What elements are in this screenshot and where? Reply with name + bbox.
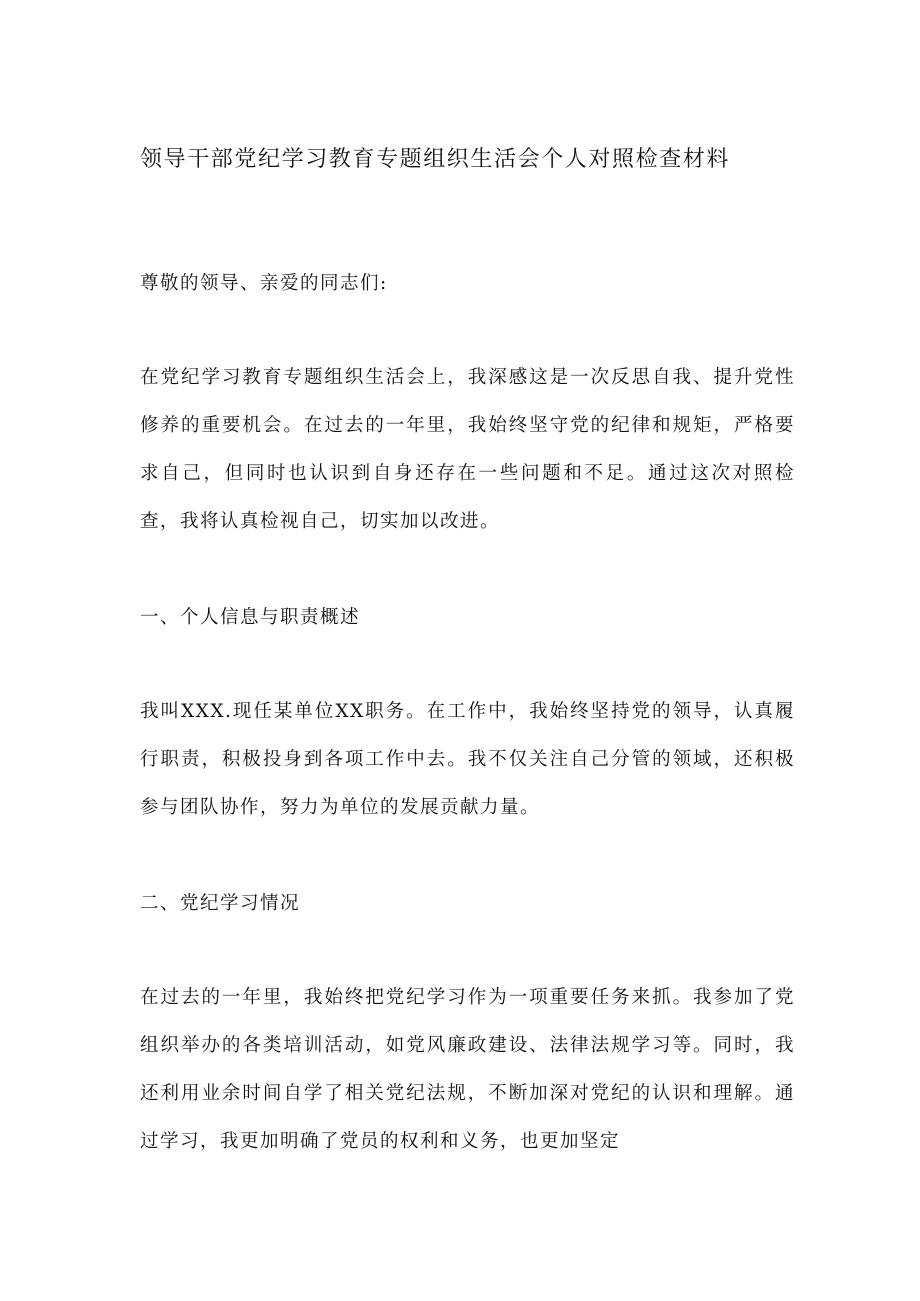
personal-info-paragraph: 我叫XXX.现任某单位XX职务。在工作中，我始终坚持党的领导，认真履行职责，积极投身到各项工作中去。我不仅关注自己分管的领域，还积极参与团队协作，努力为单位的发展贡献力量。 <box>140 701 795 818</box>
section-heading-study: 二、党纪学习情况 <box>140 893 301 914</box>
greeting: 尊敬的领导、亲爱的同志们: <box>140 273 388 294</box>
study-paragraph: 在过去的一年里，我始终把党纪学习作为一项重要任务来抓。我参加了党组织举办的各类培训活动，如党风廉政建设、法律法规学习等。同时，我还利用业余时间自学了相关党纪法规，不断加深对党纪的认识和理解。通过学习，我更加明确了党员的权利和义务，也更加坚定 <box>140 987 795 1152</box>
document-title: 领导干部党纪学习教育专题组织生活会个人对照检查材料 <box>140 147 731 172</box>
intro-paragraph: 在党纪学习教育专题组织生活会上，我深感这是一次反思自我、提升党性修养的重要机会。在过去的一年里，我始终坚守党的纪律和规矩，严格要求自己，但同时也认识到自身还存在一些问题和不足。通过这次对照检查，我将认真检视自己，切实加以改进。 <box>140 367 795 532</box>
section-heading-personal-info: 一、个人信息与职责概述 <box>140 607 361 628</box>
